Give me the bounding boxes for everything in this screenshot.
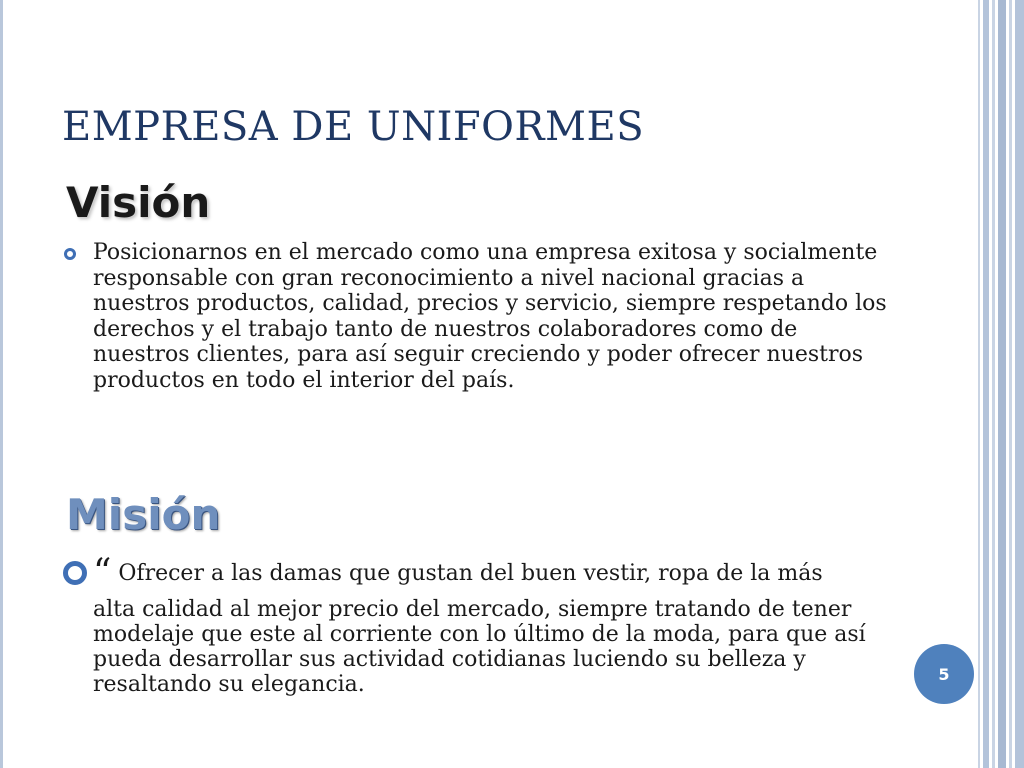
right-stripe xyxy=(998,0,1006,768)
mision-heading: Misión xyxy=(66,490,221,539)
mision-first-line-text: Ofrecer a las damas que gustan del buen vestir, ropa de la más xyxy=(111,561,823,586)
open-quote-mark: “ xyxy=(93,552,112,593)
right-border-stripes xyxy=(978,0,1024,768)
mision-rest-text: alta calidad al mejor precio del mercado, siempre tratando de tener modelaje que este al corriente con lo último de la moda, para que así pueda desarrollar sus actividad cotidianas luciendo su belleza y resaltando su elegancia. xyxy=(93,597,866,697)
right-stripe xyxy=(1009,0,1012,768)
vision-text: Posicionarnos en el mercado como una empresa exitosa y socialmente responsable con gran reconocimiento a nivel nacional gracias a nuestros productos, calidad, precios y servicio, siempre respetando los derechos y el trabajo tanto de nuestros colaboradores como de nuestros clientes, para así seguir creciendo y poder ofrecer nuestros productos en todo el interior del país. xyxy=(93,240,887,393)
right-stripe xyxy=(983,0,989,768)
circle-bullet-icon xyxy=(64,248,76,260)
mision-text xyxy=(93,550,893,697)
page-number-badge: 5 xyxy=(914,644,974,704)
right-stripe xyxy=(978,0,980,768)
circle-bullet-icon xyxy=(63,561,87,585)
mision-first-line xyxy=(93,550,893,597)
left-border-stripe xyxy=(0,0,3,768)
vision-heading: Visión xyxy=(66,178,211,227)
slide-title: EMPRESA DE UNIFORMES xyxy=(62,104,645,150)
right-stripe xyxy=(1015,0,1024,768)
right-stripe xyxy=(992,0,995,768)
